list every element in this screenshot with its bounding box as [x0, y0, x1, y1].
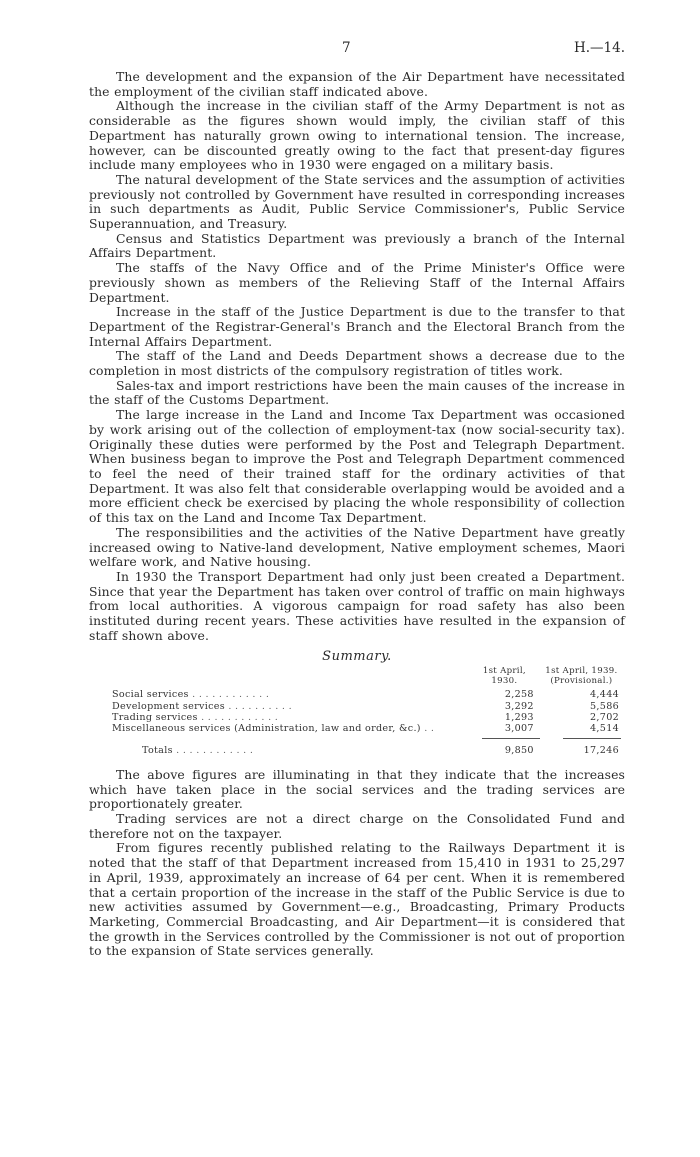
summary-header-row	[112, 666, 625, 689]
paragraph: The above figures are illuminating in that they indicate that the increases which have taken place in the social services and the trading services are proportionately greater.	[89, 766, 625, 812]
paragraph: Increase in the staff of the Justice Department is due to the transfer to that Department of the Registrar-General's Branch and the Electoral Branch from the Internal Affairs Department.	[89, 304, 625, 349]
table-row	[112, 723, 625, 734]
row-label: Social services	[112, 689, 189, 701]
document-page	[89, 40, 625, 959]
document-reference: H.—14.	[573, 40, 625, 56]
page-number: 7	[342, 40, 351, 56]
total-1930	[475, 735, 544, 756]
paragraph: Census and Statistics Department was previously a branch of the Internal Affairs Department.	[89, 230, 625, 261]
column-header-1939	[544, 666, 625, 689]
value-1930: 3,007	[504, 723, 534, 735]
leader-dots: . . . . . . . . . .	[224, 700, 292, 712]
paragraph: The staff of the Land and Deeds Department shows a decrease due to the completion in most districts of the compulsory registration of titles work.	[89, 348, 625, 379]
leader-dots: . .	[420, 723, 435, 735]
table-row	[112, 689, 625, 700]
paragraph: Trading services are not a direct charge on the Consolidated Fund and therefore not on the taxpayer.	[89, 811, 625, 841]
value-1939	[544, 723, 625, 734]
paragraph: The large increase in the Land and Income Tax Department was occasioned by work arising out of the collection of employment-tax (now social-security tax). Originally these duties were performed by the Post and Telegraph Department. When business began to improve the Post and Telegraph Department commenced to feel the need of their trained staff for the ordinary activities of that Department. It was also felt that considerable overlapping would be avoided and a more efficient check be exercised by placing the whole responsibility of collection of this tax on the Land and Income Tax Department.	[89, 407, 625, 526]
total-1930-text: 9,850	[504, 744, 534, 756]
value-1939: 5,586	[590, 700, 619, 712]
paragraph: Sales-tax and import restrictions have been the main causes of the increase in the staff of the Customs Department.	[89, 377, 625, 408]
paragraph: The responsibilities and the activities of the Native Department have greatly increased owing to Native-land development, Native employment schemes, Maori welfare work, and Native housing.	[89, 524, 625, 570]
total-1939-text: 17,246	[583, 744, 619, 756]
row-label: Trading services	[112, 712, 198, 724]
table-row	[112, 701, 625, 712]
leader-dots: . . . . . . . . . . . .	[172, 744, 254, 756]
total-1939	[544, 735, 625, 756]
paragraph: The natural development of the State services and the assumption of activities previously not controlled by Government have resulted in corresponding increases in such departments as Audit, Public Service Commissioner's, Public Service Superannuation, and Treasury.	[89, 171, 625, 232]
value-1930: 2,258	[504, 689, 534, 701]
page-header	[89, 40, 625, 64]
body-text-bottom	[89, 768, 625, 959]
total-rule	[482, 738, 540, 739]
value-1939: 2,702	[590, 712, 619, 724]
paragraph: In 1930 the Transport Department had only just been created a Department. Since that year the Department has taken over control of traffic on main highways from local authorities. A vigorous campaign for road safety has also been instituted during recent years. These activities have resulted in the expansion of staff shown above.	[89, 568, 625, 643]
leader-dots: . . . . . . . . . . . .	[197, 712, 279, 724]
value-1930: 1,293	[504, 712, 534, 724]
totals-label: Totals	[142, 744, 173, 756]
value-1939: 4,444	[590, 689, 619, 701]
summary-title: Summary.	[322, 649, 392, 665]
value-1930: 3,292	[504, 700, 534, 712]
paragraph: The development and the expansion of the Air Department have necessitated the employment of the civilian staff indicated above.	[89, 69, 625, 99]
body-text-top	[89, 70, 625, 643]
paragraph: The staffs of the Navy Office and of the Prime Minister's Office were previously shown as members of the Relieving Staff of the Internal Affairs Department.	[89, 260, 625, 305]
summary-table	[112, 666, 625, 755]
paragraph: Although the increase in the civilian staff of the Army Department is not as considerable as the figures shown would imply, the civilian staff of this Department has naturally grown owing to international tension. The increase, however, can be discounted greatly owing to the fact that present-day figures include many employees who in 1930 were engaged on a military basis.	[89, 98, 625, 173]
column-header-1939-date: 1st April, 1939.	[545, 666, 618, 677]
totals-row	[112, 735, 625, 756]
row-label: Miscellaneous services (Administration, law and order, &c.)	[112, 723, 421, 735]
column-header-1930: 1st April, 1930.	[482, 666, 526, 687]
table-row	[112, 712, 625, 723]
paragraph: From figures recently published relating to the Railways Department it is noted that the staff of that Department increased from 15,410 in 1931 to 25,297 in April, 1939, approximately an increase of 64 per cent. When it is remembered that a certain proportion of the increase in the staff of the Public Service is due to new activities assumed by Government—e.g., Broadcasting, Primary Products Marketing, Commercial Broadcasting, and Air Department—it is considered that the growth in the Services controlled by the Commissioner is not out of proportion to the expansion of State services generally.	[89, 840, 625, 959]
total-rule	[563, 738, 621, 739]
row-label: Development services	[112, 700, 225, 712]
column-header-1939-note: (Provisional.)	[550, 676, 613, 687]
leader-dots: . . . . . . . . . . . .	[188, 689, 270, 701]
value-1939-text: 4,514	[590, 723, 619, 735]
